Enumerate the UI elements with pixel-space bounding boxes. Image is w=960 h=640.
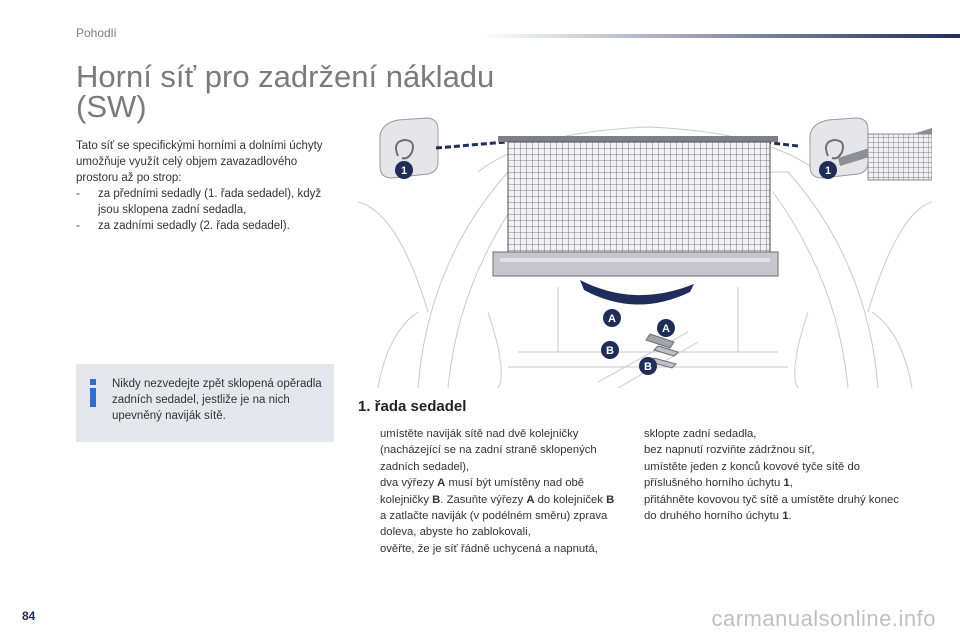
steps-list-right (622, 426, 912, 524)
step-text: přitáhněte kovovou tyč sítě a umístěte druhý konec do druhého horního úchytu (644, 493, 899, 523)
title-line-1: Horní síť pro zadržení nákladu (76, 59, 495, 94)
callout-b-bottom (639, 357, 657, 375)
step-item (358, 426, 620, 475)
watermark: carmanualsonline.info (711, 606, 936, 631)
info-icon (86, 378, 100, 408)
step-text: umístěte naviják sítě nad dvě kolejničky (nacházející se na zadní straně sklopených zadních sedadel), (380, 428, 597, 473)
step-text: musí být umístěny nad obě kolejničky (380, 477, 585, 506)
step-text: dva výřezy (380, 477, 438, 490)
svg-text:A: A (662, 323, 670, 335)
header-bar (480, 34, 960, 38)
reference-label: B (606, 493, 615, 506)
step-text: . (788, 510, 792, 523)
step-text: a zatlačte naviják (v podélném směru) zprava doleva, abyste ho zablokovali, (380, 510, 608, 539)
step-item (358, 541, 620, 557)
intro-item: - za zadními sedadly (2. řada sedadel). (76, 218, 326, 234)
cargo-net (498, 136, 778, 254)
reference-label: B (432, 493, 441, 506)
svg-text:B: B (644, 361, 652, 373)
callout-1-left (395, 161, 413, 179)
step-item (622, 459, 912, 492)
intro (76, 138, 326, 234)
reference-label: 1 (783, 477, 790, 490)
step-item (622, 442, 912, 458)
callout-a-top (603, 309, 621, 327)
step-text: do kolejniček (534, 493, 607, 506)
step-text: . Zasuňte výřezy (440, 493, 527, 506)
step-text: ověřte, že je síť řádně uchycená a napnutá, (380, 542, 598, 555)
step-item (622, 492, 912, 525)
intro-paragraph: Tato síť se specifickými horními a dolními úchyty umožňuje využít celý objem zavazadlového prostoru až po strop: (76, 140, 323, 184)
info-box (76, 364, 334, 442)
info-text: Nikdy nezvedejte zpět sklopená opěradla zadních sedadel, jestliže je na nich upevněný naviják sítě. (112, 378, 322, 422)
svg-text:B: B (606, 345, 614, 357)
reference-label: A (526, 493, 535, 506)
callout-b-left (601, 341, 619, 359)
reference-label: A (437, 477, 446, 490)
callout-a-right (657, 319, 675, 337)
section-heading: 1. řada sedadel (358, 398, 467, 415)
steps-list-left (358, 426, 620, 557)
step-text: sklopte zadní sedadla, (644, 428, 757, 440)
reference-label: 1 (782, 510, 789, 523)
title-line-2: (SW) (76, 89, 147, 124)
svg-text:1: 1 (824, 165, 832, 177)
illustration (358, 112, 932, 388)
svg-text:1: 1 (400, 165, 408, 177)
step-item (358, 475, 620, 541)
intro-item: - za předními sedadly (1. řada sedadel), když jsou sklopena zadní sedadla, (76, 186, 326, 218)
step-item (622, 426, 912, 442)
step-text: umístěte jeden z konců kovové tyče sítě do příslušného horního úchytu (644, 460, 861, 490)
section-label: Pohodlí (76, 26, 117, 40)
step-text: bez napnutí rozviňte zádržnou síť, (644, 444, 815, 457)
step-text: , (789, 477, 793, 490)
callout-1-right (819, 161, 837, 179)
page-number: 84 (22, 609, 36, 623)
intro-list (76, 186, 326, 234)
svg-text:A: A (608, 313, 616, 325)
net-roller-housing (493, 252, 778, 276)
